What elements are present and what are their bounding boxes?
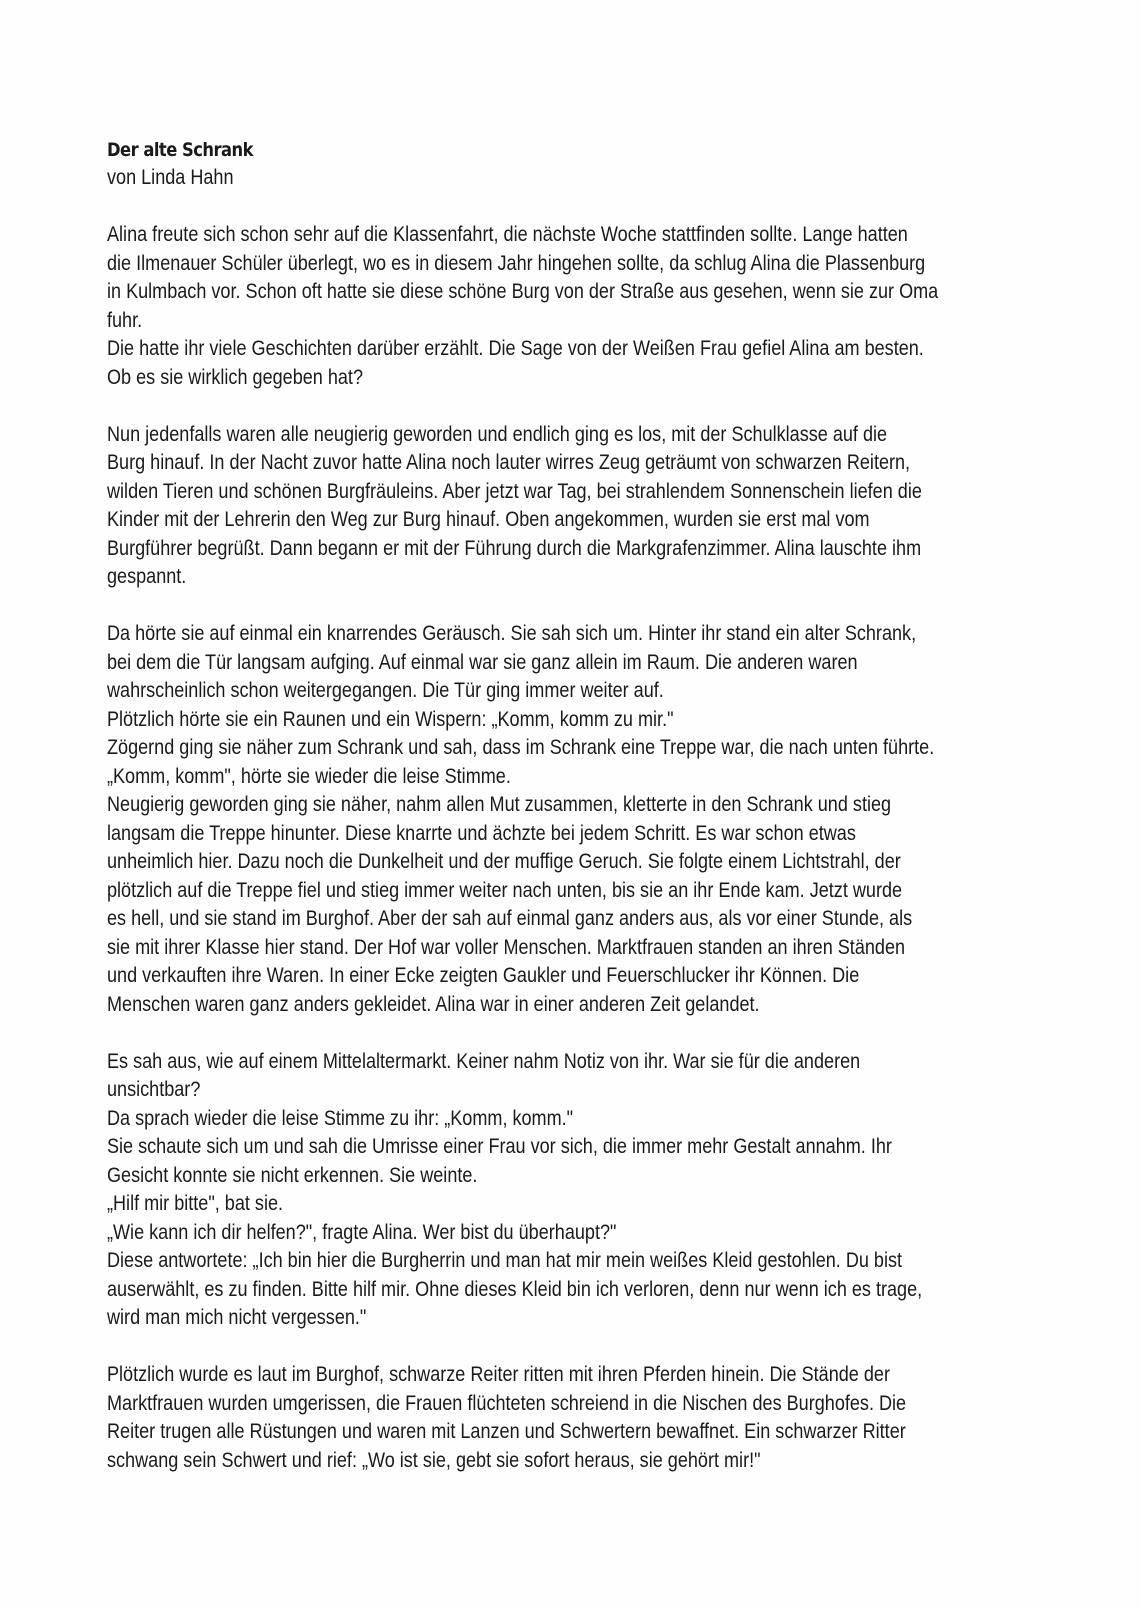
text-line: wird man mich nicht vergessen.": [107, 1306, 367, 1329]
text-line: Diese antwortete: „Ich bin hier die Burgherrin und man hat mir mein weißes Kleid gestohlen. Du bist: [107, 1249, 903, 1272]
paragraph-gap: [107, 1333, 1037, 1362]
text-line: auserwählt, es zu finden. Bitte hilf mir. Ohne dieses Kleid bin ich verloren, denn nur wenn ich es trage,: [107, 1277, 923, 1301]
text-line: Zögernd ging sie näher zum Schrank und sah, dass im Schrank eine Treppe war, die nach unten führte.: [107, 736, 935, 759]
paragraph-gap: [107, 1019, 1037, 1048]
text-line: Kinder mit der Lehrerin den Weg zur Burg hinauf. Oben angekommen, wurden sie erst mal vom: [107, 508, 870, 531]
story-body: [107, 221, 1037, 1475]
text-line: „Hilf mir bitte", bat sie.: [107, 1192, 284, 1215]
text-line: Plötzlich wurde es laut im Burghof, schwarze Reiter ritten mit ihren Pferden hinein. Die Stände der: [107, 1363, 890, 1386]
text-line: „Komm, komm", hörte sie wieder die leise Stimme.: [107, 764, 511, 788]
text-line: plötzlich auf die Treppe fiel und stieg immer weiter nach unten, bis sie an ihr Ende kam. Jetzt wurde: [107, 878, 903, 902]
text-line: Alina freute sich schon sehr auf die Klassenfahrt, die nächste Woche stattfinden sollte. Lange hatten: [107, 223, 908, 246]
story-title: Der alte Schrank: [107, 139, 254, 161]
text-line: Menschen waren ganz anders gekleidet. Alina war in einer anderen Zeit gelandet.: [107, 992, 760, 1016]
text-line: Sie schaute sich um und sah die Umrisse einer Frau vor sich, die immer mehr Gestalt annahm. Ihr: [107, 1135, 892, 1158]
text-line: schwang sein Schwert und rief: „Wo ist sie, gebt sie sofort heraus, sie gehört mir!": [107, 1448, 761, 1472]
text-line: wahrscheinlich schon weitergegangen. Die Tür ging immer weiter auf.: [107, 679, 664, 702]
story-paragraph: [107, 620, 1037, 1019]
story-content: [107, 136, 1037, 1475]
text-line: Da sprach wieder die leise Stimme zu ihr: „Komm, komm.": [107, 1106, 574, 1130]
text-line: Da hörte sie auf einmal ein knarrendes Geräusch. Sie sah sich um. Hinter ihr stand ein alter Schrank,: [107, 622, 917, 645]
story-paragraph: [107, 221, 1037, 392]
text-line: und verkauften ihre Waren. In einer Ecke zeigten Gaukler und Feuerschlucker ihr Können. Die: [107, 964, 860, 987]
text-line: Marktfrauen wurden umgerissen, die Frauen flüchteten schreiend in die Nischen des Burghofes. Die: [107, 1391, 907, 1415]
text-line: Burgführer begrüßt. Dann begann er mit der Führung durch die Markgrafenzimmer. Alina lauschte ihm: [107, 536, 922, 560]
text-line: bei dem die Tür langsam aufging. Auf einmal war sie ganz allein im Raum. Die anderen waren: [107, 650, 858, 674]
story-paragraph: [107, 421, 1037, 592]
text-line: es hell, und sie stand im Burghof. Aber der sah auf einmal ganz anders aus, als vor einer Stunde, als: [107, 907, 913, 930]
text-line: Plötzlich hörte sie ein Raunen und ein Wispern: „Komm, komm zu mir.": [107, 707, 674, 731]
text-line: Nun jedenfalls waren alle neugierig geworden und endlich ging es los, mit der Schulklasse auf die: [107, 422, 888, 446]
paragraph-gap: [107, 592, 1037, 621]
text-line: Reiter trugen alle Rüstungen und waren mit Lanzen und Schwertern bewaffnet. Ein schwarzer Ritter: [107, 1420, 906, 1443]
text-line: sie mit ihrer Klasse hier stand. Der Hof war voller Menschen. Marktfrauen standen an ihren Ständen: [107, 935, 906, 959]
text-line: gespannt.: [107, 565, 187, 588]
text-line: Gesicht konnte sie nicht erkennen. Sie weinte.: [107, 1163, 478, 1187]
text-line: „Wie kann ich dir helfen?", fragte Alina. Wer bist du überhaupt?": [107, 1220, 617, 1244]
paragraph-gap: [107, 392, 1037, 421]
text-line: unheimlich hier. Dazu noch die Dunkelheit und der muffige Geruch. Sie folgte einem Lichtstrahl, der: [107, 850, 901, 873]
story-paragraph: [107, 1361, 1037, 1475]
story-paragraph: [107, 1048, 1037, 1333]
paragraph-gap: [107, 193, 1037, 222]
text-line: Ob es sie wirklich gegeben hat?: [107, 365, 363, 389]
text-line: in Kulmbach vor. Schon oft hatte sie diese schöne Burg von der Straße aus gesehen, wenn sie zur Oma: [107, 280, 939, 303]
text-line: Es sah aus, wie auf einem Mittelaltermarkt. Keiner nahm Notiz von ihr. War sie für die anderen: [107, 1049, 861, 1073]
text-line: Die hatte ihr viele Geschichten darüber erzählt. Die Sage von der Weißen Frau gefiel Alina am besten.: [107, 337, 924, 360]
text-line: Neugierig geworden ging sie näher, nahm allen Mut zusammen, kletterte in den Schrank und stieg: [107, 793, 892, 816]
text-line: die Ilmenauer Schüler überlegt, wo es in diesem Jahr hingehen sollte, da schlug Alina die Plassenburg: [107, 251, 926, 275]
story-author: von Linda Hahn: [107, 166, 234, 189]
text-line: unsichtbar?: [107, 1078, 201, 1101]
text-line: Burg hinauf. In der Nacht zuvor hatte Alina noch lauter wirres Zeug geträumt von schwarzen Reitern,: [107, 451, 911, 474]
text-line: fuhr.: [107, 308, 143, 332]
text-line: wilden Tieren und schönen Burgfräuleins. Aber jetzt war Tag, bei strahlendem Sonnenschein liefen die: [107, 479, 922, 503]
text-line: langsam die Treppe hinunter. Diese knarrte und ächzte bei jedem Schritt. Es war schon etwas: [107, 821, 856, 845]
